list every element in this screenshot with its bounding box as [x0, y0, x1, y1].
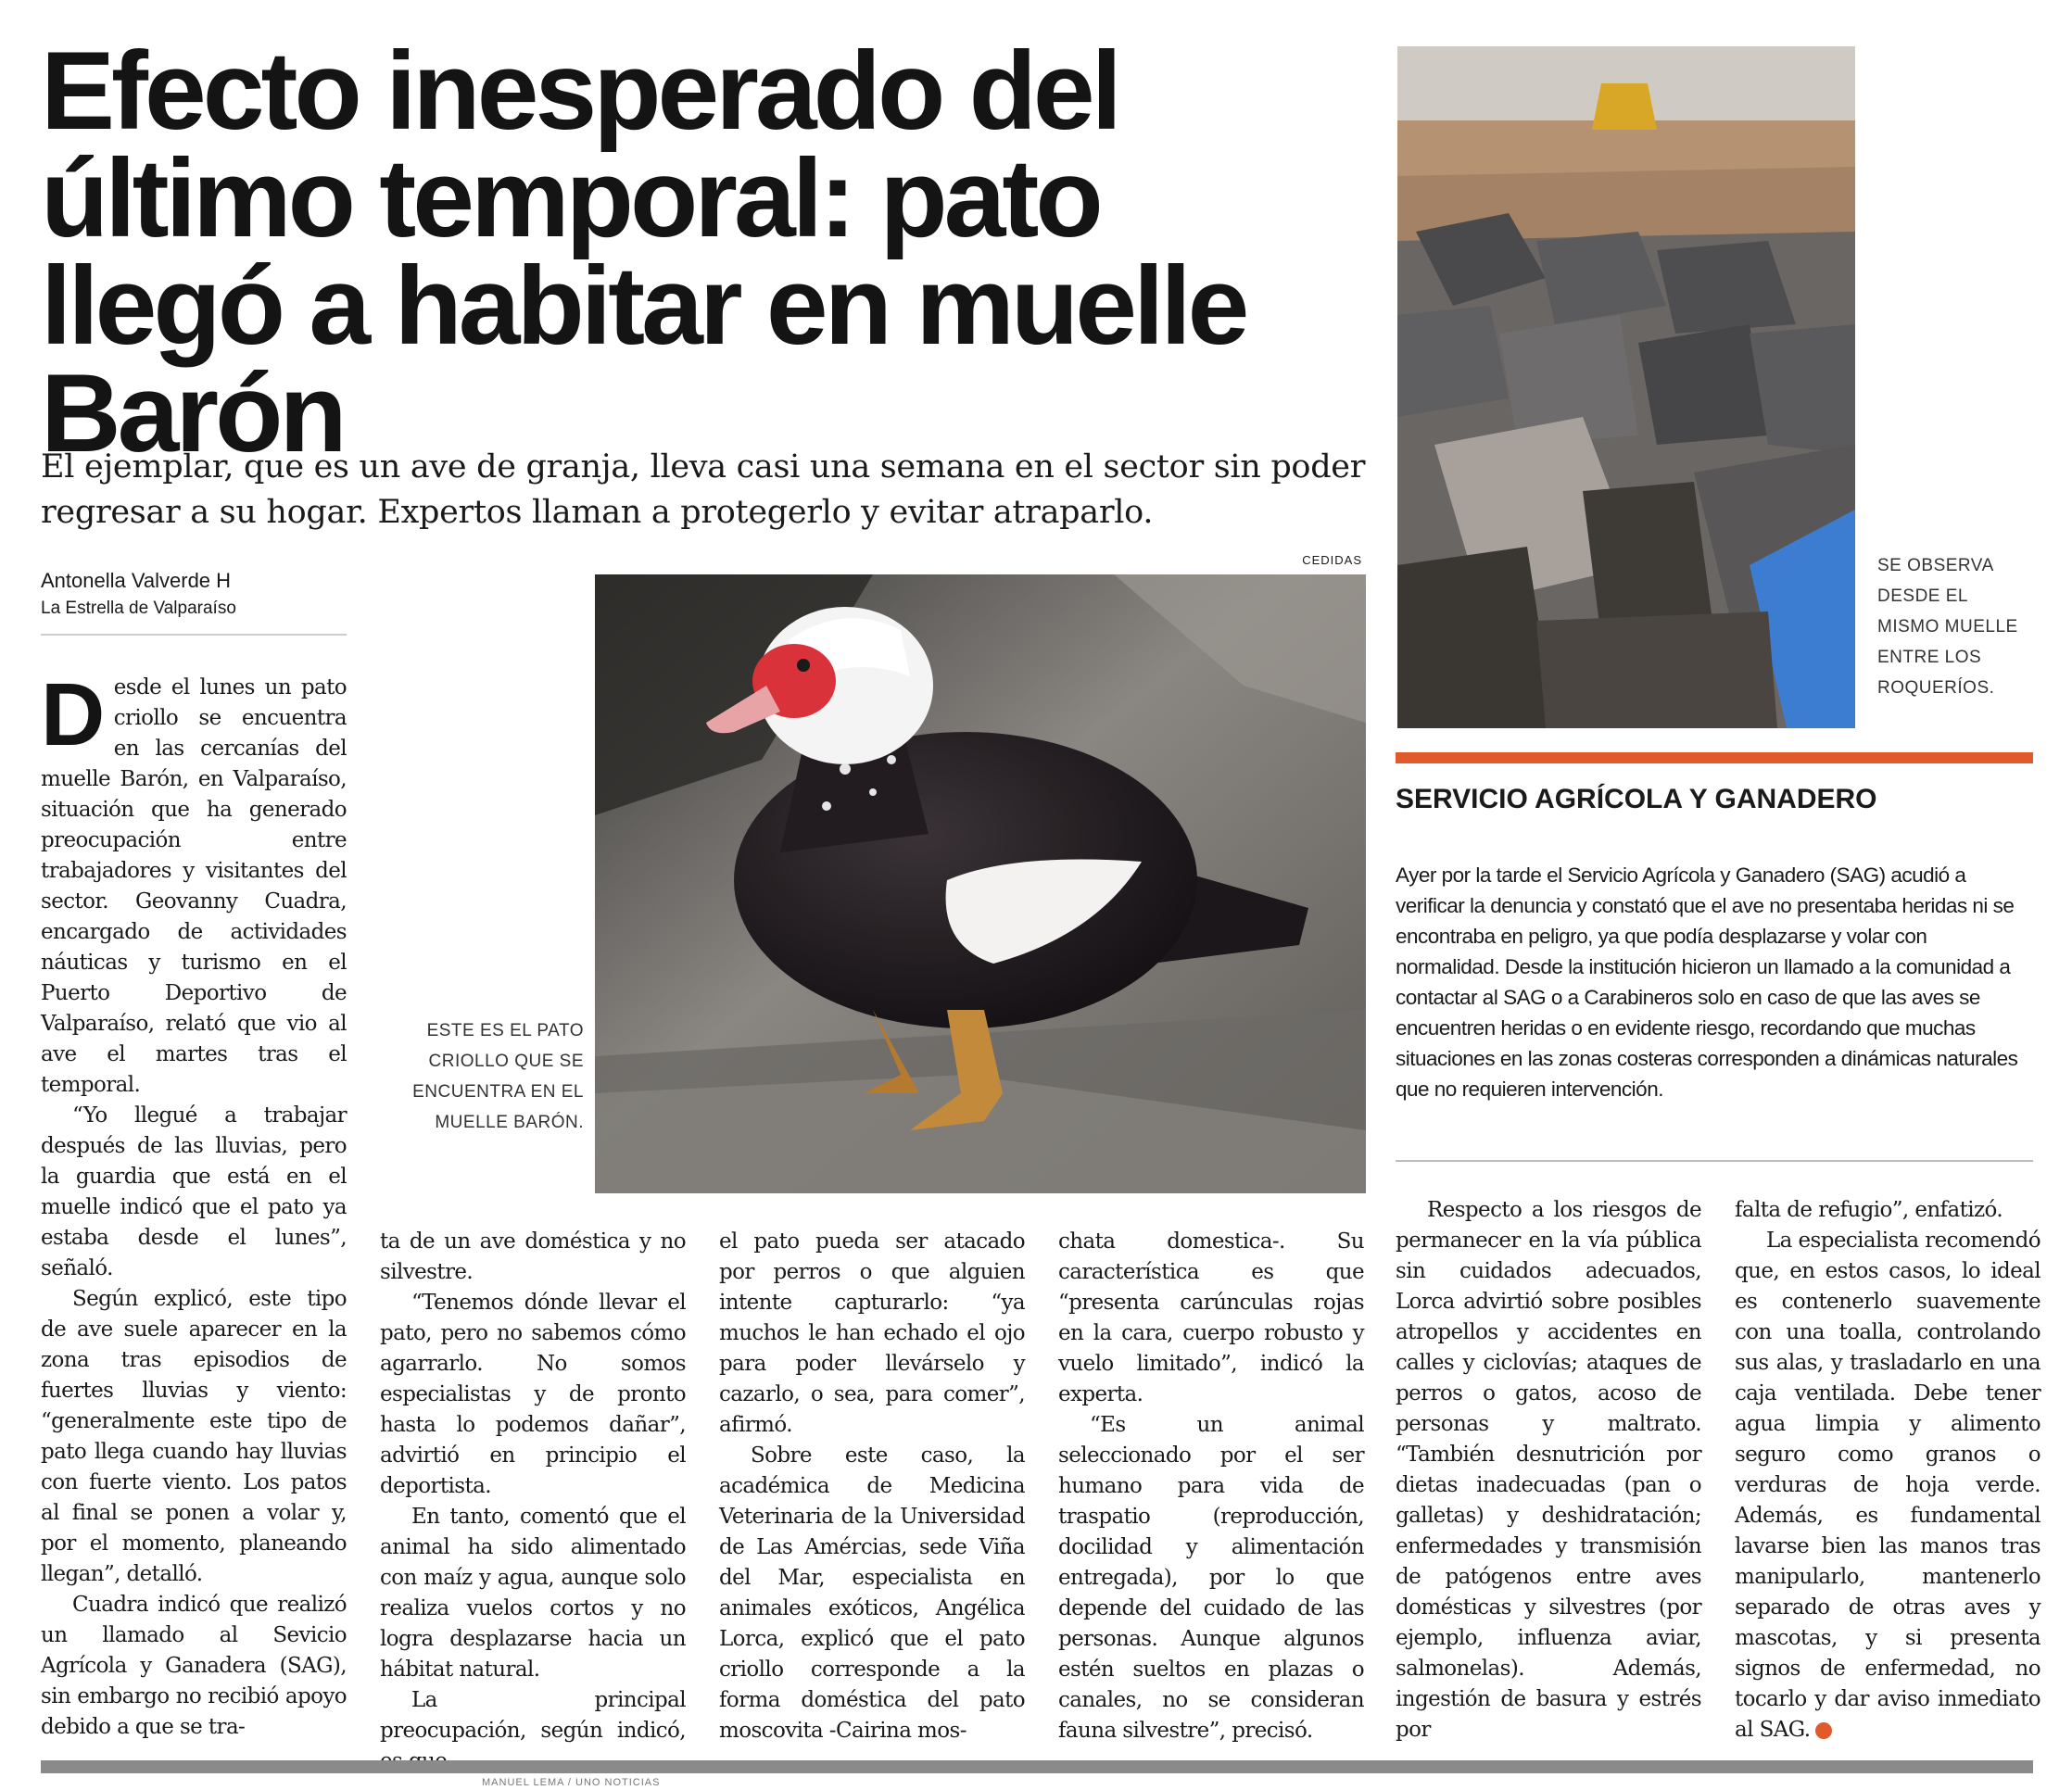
- footer-credit: MANUEL LEMA / UNO NOTICIAS: [482, 1777, 661, 1788]
- end-of-article-icon: ✪: [1815, 1722, 1832, 1739]
- article-column-4: [1058, 1227, 1364, 1746]
- paragraph: La principal preocupación, según indicó,: [380, 1688, 686, 1743]
- article-column-5: [1396, 1195, 1701, 1746]
- sidebar-title: SERVICIO AGRÍCOLA Y GANADERO: [1396, 784, 1877, 814]
- sidebar-accent-bar: [1396, 752, 2033, 763]
- paragraph: “Yo llegué a trabajar después de las lluvias, pero la guardia que está en el muelle indicó que el pato ya estaba desde el lunes”, señaló.: [41, 1103, 347, 1280]
- paragraph: Según explicó, este tipo de ave suele aparecer en la zona tras episodios de fuertes lluvias y viento: “generalmente este tipo de pato llega cuando hay lluvias con fuerte viento. Los patos al final se ponen a volar y, por el momento, planeando llegan”, detalló.: [41, 1287, 347, 1586]
- headline: Efecto inesperado del último temporal: pato llegó a habitar en muelle Barón: [41, 29, 1246, 475]
- paragraph: “Es un animal seleccionado por el ser humano para vida de traspatio (reproducción, docilidad y alimentación entregada), por lo que depende del cuidado de las personas. Aunque algunos estén sueltos en plazas o canales, no se consideran fauna silvestre”, precisó.: [1058, 1413, 1364, 1743]
- duck-photo: [595, 574, 1366, 1193]
- article-column-2: [380, 1227, 686, 1777]
- rocks-photo: [1397, 46, 1855, 728]
- paragraph: chata domestica-. Su característica es que “presenta carúnculas rojas en la cara, cuerpo robusto y vuelo limitado”, indicó la experta.: [1058, 1229, 1364, 1406]
- paragraph: Respecto a los riesgos de permanecer en la vía pública sin cuidados adecuados, Lorca advirtió sobre posibles atropellos y accidentes en calles y ciclovías; ataques de perros o gatos, acoso de personas y maltrato. “También desnutrición por dietas inadecuadas (pan o galletas) y deshidratación; enfermedades y transmisión de patógenos entre aves domésticas y silvestres (por ejemplo, influenza aviar, salmonelas). Además, ingestión de basura y estrés por: [1396, 1198, 1701, 1742]
- paragraph: Sobre este caso, la académica de Medicina Veterinaria de la Universidad de Las Amércias, sede Viña del Mar, especialista en animales exóticos, Angélica Lorca, explicó que el pato criollo corresponde a la forma doméstica del pato moscovita -Cairina mos-: [719, 1443, 1025, 1743]
- paragraph: esde el lunes un pato criollo se encuentra en las cercanías del muelle Barón, en Valparaíso, situación que ha generado preocupación entre trabajadores y visitantes del sector. Geovanny Cuadra, encargado de actividades náuticas y turismo en el Puerto Deportivo de Valparaíso, relató que vio al ave el martes tras el temporal.: [41, 675, 347, 1097]
- paragraph: el pato pueda ser atacado por perros o que alguien intente capturarlo: “ya muchos le han echado el ojo para poder llevárselo y cazarlo, o sea, para comer”, afirmó.: [719, 1229, 1025, 1437]
- sidebar-text: Ayer por la tarde el Servicio Agrícola y Ganadero (SAG) acudió a verificar la denuncia y constató que el ave no presentaba heridas ni se encontraba en peligro, ya que podía desplazarse y volar con normalidad. Desde la institución hicieron un llamado a la comunidad a contactar al SAG o a Carabineros solo en caso de que las aves se encuentren heridas o en evidente riesgo, recordando que muchas situaciones en las zonas costeras corresponden a dinámicas naturales que no requieren intervención.: [1396, 863, 2018, 1101]
- article-column-1: [41, 665, 347, 1743]
- paragraph: “Tenemos dónde llevar el pato, pero no sabemos cómo agarrarlo. No somos especialistas y de pronto hasta lo podemos dañar”, advirtió en principio el deportista.: [380, 1291, 686, 1498]
- paragraph: falta de refugio”, enfatizó.: [1735, 1198, 2003, 1222]
- rocks-photo-caption: SE OBSERVA DESDE EL MISMO MUELLE ENTRE LOS ROQUERÍOS.: [1877, 556, 2018, 698]
- duck-photo-caption: ESTE ES EL PATO CRIOLLO QUE SE ENCUENTRA EN EL MUELLE BARÓN.: [412, 1021, 584, 1132]
- paragraph: Cuadra indicó que realizó un llamado al Sevicio Agrícola y Ganadera (SAG), sin embargo no recibió apoyo debido a que se tra-: [41, 1593, 347, 1739]
- paragraph-text: La especialista recomendó que, en estos casos, lo ideal es contenerlo suavemente con una toalla, controlando sus alas, y trasladarlo en una caja ventilada. Debe tener agua limpia y alimento seguro como granos o verduras de hoja verde. Además, es fundamental lavarse bien las manos tras manipularlo, mantenerlo separado de otras aves y mascotas, y si presenta signos de enfermedad, no tocarlo y dar aviso inmediato al SAG.: [1735, 1229, 2040, 1742]
- article-column-6: [1735, 1195, 2040, 1746]
- paragraph: [1735, 1226, 2040, 1746]
- sidebar-divider: [1396, 1160, 2033, 1162]
- dropcap: D: [41, 665, 105, 764]
- photo-credit: CEDIDAS: [1302, 553, 1362, 567]
- byline-publication: La Estrella de Valparaíso: [41, 599, 236, 618]
- byline-author: Antonella Valverde H: [41, 569, 232, 592]
- byline-divider: [41, 634, 347, 636]
- deck: El ejemplar, que es un ave de granja, lleva casi una semana en el sector sin poder regresar a su hogar. Expertos llaman a protegerlo y evitar atraparlo.: [41, 448, 1366, 531]
- article-column-3: [719, 1227, 1025, 1746]
- bottom-bar: [41, 1760, 2033, 1773]
- paragraph: En tanto, comentó que el animal ha sido alimentado con maíz y agua, aunque solo realiza vuelos cortos y no logra desplazarse hacia un hábitat natural.: [380, 1505, 686, 1682]
- paragraph: ta de un ave doméstica y no silvestre.: [380, 1229, 686, 1284]
